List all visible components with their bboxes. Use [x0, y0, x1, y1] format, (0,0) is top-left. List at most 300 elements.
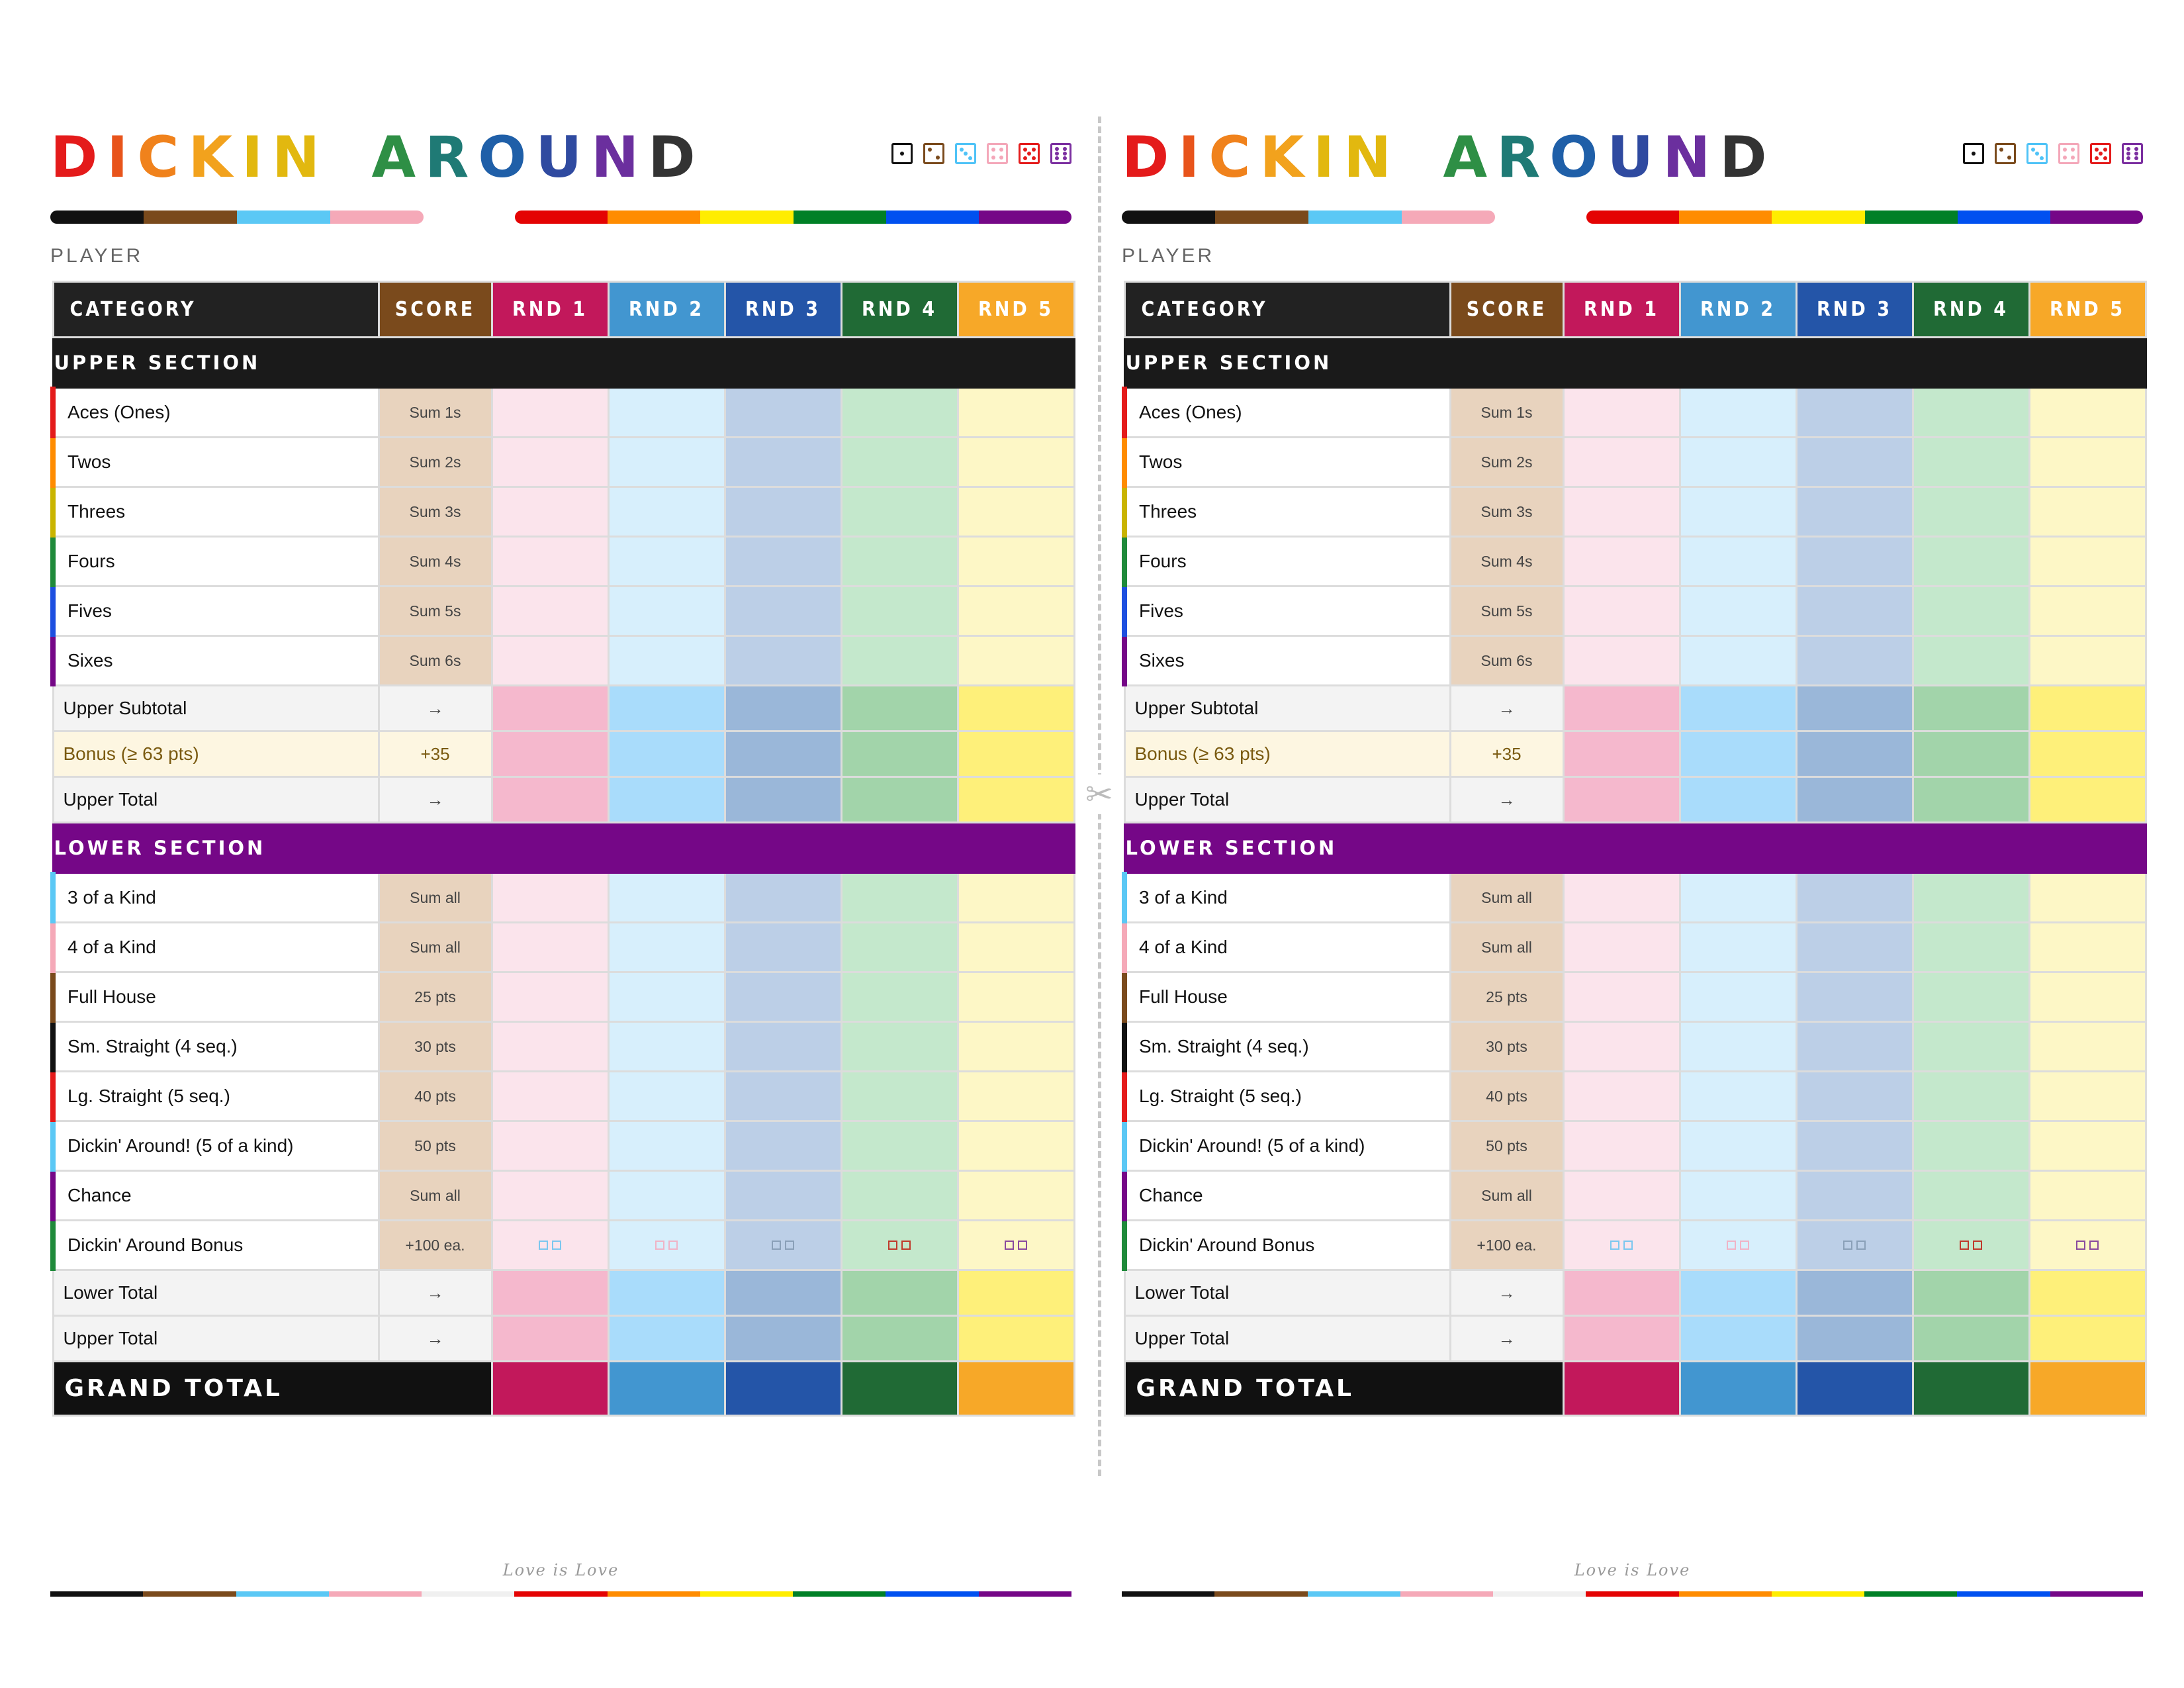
bonus-checkbox[interactable]: [901, 1241, 911, 1250]
category-scoring-rule: Sum 4s: [379, 537, 492, 586]
round-4-score-cell[interactable]: [1913, 487, 2029, 537]
category-name: Twos: [1124, 438, 1450, 487]
lower-section-row: [53, 823, 1074, 873]
round-5-score-cell[interactable]: [958, 487, 1074, 537]
round-5-score-cell[interactable]: [958, 873, 1074, 923]
round-3-total-cell[interactable]: [725, 731, 841, 777]
round-3-total-cell[interactable]: [725, 1316, 841, 1362]
round-3-total-cell[interactable]: [725, 777, 841, 823]
stripe-segment: [50, 211, 144, 224]
grand-total-cell[interactable]: [1796, 1362, 1913, 1416]
round-1-score-cell[interactable]: [492, 972, 608, 1022]
category-scoring-rule: 25 pts: [1450, 972, 1563, 1022]
stripe-segment: [514, 1591, 607, 1597]
round-5-score-cell[interactable]: [958, 972, 1074, 1022]
round-5-total-cell[interactable]: [958, 1316, 1074, 1362]
round-1-total-cell[interactable]: [1563, 731, 1680, 777]
bonus-checkbox[interactable]: [552, 1241, 561, 1250]
round-2-score-cell[interactable]: [608, 1171, 725, 1221]
bonus-checkbox[interactable]: [1005, 1241, 1014, 1250]
round-1-score-cell[interactable]: [1563, 487, 1680, 537]
category-scoring-rule: Sum 6s: [1450, 636, 1563, 686]
stripe-segment: [1957, 1591, 2050, 1597]
round-4-score-cell[interactable]: [1913, 1221, 2029, 1270]
round-5-score-cell[interactable]: [958, 1022, 1074, 1072]
summary-label: Upper Total: [1124, 777, 1450, 823]
round-5-score-cell[interactable]: [958, 388, 1074, 438]
round-3-total-cell[interactable]: [1796, 777, 1913, 823]
die-pip: [1972, 152, 1976, 156]
bonus-checkboxes[interactable]: [959, 1241, 1073, 1250]
round-5-total-cell[interactable]: [2029, 731, 2146, 777]
round-5-score-cell[interactable]: [2029, 438, 2146, 487]
round-4-score-cell[interactable]: [841, 1022, 958, 1072]
round-4-total-cell[interactable]: [1913, 686, 2029, 731]
round-5-score-cell[interactable]: [958, 438, 1074, 487]
round-5-score-cell[interactable]: [2029, 388, 2146, 438]
round-4-total-cell[interactable]: [841, 1270, 958, 1316]
bonus-checkbox[interactable]: [1856, 1241, 1866, 1250]
bonus-checkbox[interactable]: [2089, 1241, 2099, 1250]
summary-row: [53, 1316, 1074, 1362]
score-table: [50, 281, 1075, 1417]
round-4-score-cell[interactable]: [841, 438, 958, 487]
grand-total-cell[interactable]: [2029, 1362, 2146, 1416]
round-3-score-cell[interactable]: [725, 873, 841, 923]
bonus-checkbox[interactable]: [655, 1241, 664, 1250]
round-3-score-cell[interactable]: [1796, 1072, 1913, 1121]
round-4-score-cell[interactable]: [1913, 1022, 2029, 1072]
title-letter: I: [1178, 124, 1209, 191]
round-2-score-cell[interactable]: [608, 873, 725, 923]
round-3-score-cell[interactable]: [1796, 388, 1913, 438]
round-3-score-cell[interactable]: [725, 438, 841, 487]
round-3-score-cell[interactable]: [725, 487, 841, 537]
round-2-score-cell[interactable]: [1680, 1221, 1796, 1270]
round-4-score-cell[interactable]: [841, 1171, 958, 1221]
die-pip: [2126, 147, 2130, 151]
bonus-checkboxes[interactable]: [493, 1241, 608, 1250]
round-1-score-cell[interactable]: [1563, 1022, 1680, 1072]
round-1-score-cell[interactable]: [1563, 1171, 1680, 1221]
round-2-score-cell[interactable]: [608, 636, 725, 686]
flag-stripe-left: [1122, 211, 1495, 224]
round-1-score-cell[interactable]: [1563, 1221, 1680, 1270]
round-1-total-cell[interactable]: [492, 731, 608, 777]
summary-rule: →: [1450, 777, 1563, 823]
round-4-total-cell[interactable]: [1913, 1316, 2029, 1362]
round-5-score-cell[interactable]: [2029, 923, 2146, 972]
round-2-score-cell[interactable]: [608, 537, 725, 586]
round-5-score-cell[interactable]: [958, 586, 1074, 636]
round-2-total-cell[interactable]: [1680, 1316, 1796, 1362]
round-2-score-cell[interactable]: [1680, 1171, 1796, 1221]
round-3-score-cell[interactable]: [1796, 1171, 1913, 1221]
summary-label: Upper Subtotal: [53, 686, 379, 731]
round-1-score-cell[interactable]: [492, 1171, 608, 1221]
round-2-total-cell[interactable]: [608, 1270, 725, 1316]
bonus-checkbox[interactable]: [539, 1241, 548, 1250]
round-2-score-cell[interactable]: [1680, 923, 1796, 972]
round-1-score-cell[interactable]: [1563, 923, 1680, 972]
round-2-total-cell[interactable]: [608, 686, 725, 731]
round-1-score-cell[interactable]: [492, 923, 608, 972]
round-1-total-cell[interactable]: [1563, 686, 1680, 731]
round-5-score-cell[interactable]: [958, 636, 1074, 686]
round-3-score-cell[interactable]: [1796, 487, 1913, 537]
round-4-score-cell[interactable]: [841, 1121, 958, 1171]
round-2-score-cell[interactable]: [608, 388, 725, 438]
round-1-score-cell[interactable]: [1563, 1072, 1680, 1121]
round-1-score-cell[interactable]: [492, 873, 608, 923]
stripe-segment: [2050, 211, 2143, 224]
round-3-total-cell[interactable]: [1796, 1316, 1913, 1362]
round-1-score-cell[interactable]: [492, 1072, 608, 1121]
round-4-score-cell[interactable]: [841, 636, 958, 686]
round-3-score-cell[interactable]: [725, 388, 841, 438]
round-2-total-cell[interactable]: [1680, 731, 1796, 777]
round-5-total-cell[interactable]: [2029, 686, 2146, 731]
round-3-total-cell[interactable]: [725, 686, 841, 731]
round-1-score-cell[interactable]: [1563, 537, 1680, 586]
round-3-score-cell[interactable]: [725, 636, 841, 686]
round-5-score-cell[interactable]: [2029, 1221, 2146, 1270]
round-3-total-cell[interactable]: [1796, 731, 1913, 777]
round-4-score-cell[interactable]: [1913, 438, 2029, 487]
round-3-score-cell[interactable]: [725, 1022, 841, 1072]
round-2-score-cell[interactable]: [608, 1121, 725, 1171]
round-1-total-cell[interactable]: [492, 1316, 608, 1362]
round-2-total-cell[interactable]: [1680, 1270, 1796, 1316]
round-5-score-cell[interactable]: [2029, 1121, 2146, 1171]
grand-total-cell[interactable]: [1563, 1362, 1680, 1416]
round-2-score-cell[interactable]: [608, 1072, 725, 1121]
bonus-checkbox[interactable]: [1623, 1241, 1633, 1250]
round-1-score-cell[interactable]: [492, 1221, 608, 1270]
round-2-total-cell[interactable]: [608, 777, 725, 823]
category-scoring-rule: +100 ea.: [379, 1221, 492, 1270]
round-1-total-cell[interactable]: [1563, 1316, 1680, 1362]
round-5-total-cell[interactable]: [958, 1270, 1074, 1316]
die-pip: [2103, 148, 2107, 152]
stripe-segment: [1308, 1591, 1400, 1597]
round-3-score-cell[interactable]: [1796, 873, 1913, 923]
category-row: [1124, 972, 2146, 1022]
round-4-score-cell[interactable]: [1913, 873, 2029, 923]
round-5-score-cell[interactable]: [2029, 873, 2146, 923]
round-2-score-cell[interactable]: [608, 923, 725, 972]
round-4-total-cell[interactable]: [841, 731, 958, 777]
bonus-checkboxes[interactable]: [1797, 1241, 1912, 1250]
round-4-total-cell[interactable]: [1913, 1270, 2029, 1316]
die-2-icon: [1995, 143, 2016, 164]
stripe-segment: [979, 211, 1071, 224]
bonus-checkbox[interactable]: [1610, 1241, 1619, 1250]
grand-total-cell[interactable]: [492, 1362, 608, 1416]
round-5-score-cell[interactable]: [2029, 487, 2146, 537]
summary-rule: →: [1450, 1270, 1563, 1316]
bonus-checkbox[interactable]: [1740, 1241, 1749, 1250]
grand-total-cell[interactable]: [1680, 1362, 1796, 1416]
round-2-score-cell[interactable]: [1680, 1072, 1796, 1121]
round-5-total-cell[interactable]: [958, 777, 1074, 823]
round-3-score-cell[interactable]: [725, 923, 841, 972]
category-row: [53, 636, 1074, 686]
round-4-score-cell[interactable]: [841, 923, 958, 972]
round-2-score-cell[interactable]: [608, 1221, 725, 1270]
round-4-score-cell[interactable]: [1913, 1171, 2029, 1221]
round-3-score-cell[interactable]: [725, 1171, 841, 1221]
round-2-score-cell[interactable]: [1680, 438, 1796, 487]
round-3-score-cell[interactable]: [1796, 438, 1913, 487]
stripe-segment: [608, 211, 700, 224]
round-5-score-cell[interactable]: [958, 923, 1074, 972]
round-3-score-cell[interactable]: [725, 537, 841, 586]
round-1-score-cell[interactable]: [1563, 972, 1680, 1022]
round-1-total-cell[interactable]: [1563, 1270, 1680, 1316]
round-2-header: RND 2: [1680, 282, 1796, 338]
round-5-total-cell[interactable]: [958, 731, 1074, 777]
round-3-score-cell[interactable]: [1796, 1022, 1913, 1072]
bonus-checkboxes[interactable]: [610, 1241, 724, 1250]
round-4-score-cell[interactable]: [1913, 586, 2029, 636]
round-2-score-cell[interactable]: [608, 487, 725, 537]
grand-total-cell[interactable]: [958, 1362, 1074, 1416]
round-2-total-cell[interactable]: [1680, 686, 1796, 731]
round-3-score-cell[interactable]: [1796, 537, 1913, 586]
round-2-score-cell[interactable]: [1680, 586, 1796, 636]
die-pip: [2103, 156, 2107, 160]
round-1-score-cell[interactable]: [1563, 586, 1680, 636]
round-5-total-cell[interactable]: [2029, 777, 2146, 823]
round-2-score-cell[interactable]: [1680, 487, 1796, 537]
bonus-checkbox[interactable]: [2076, 1241, 2085, 1250]
stripe-segment: [1865, 211, 1958, 224]
grand-total-cell[interactable]: [841, 1362, 958, 1416]
title-letter: C: [1208, 124, 1260, 191]
round-3-total-cell[interactable]: [725, 1270, 841, 1316]
round-3-score-cell[interactable]: [1796, 636, 1913, 686]
die-pip: [2035, 152, 2039, 156]
round-3-total-cell[interactable]: [1796, 1270, 1913, 1316]
die-pip: [2071, 156, 2075, 160]
round-2-score-cell[interactable]: [1680, 1022, 1796, 1072]
round-4-score-cell[interactable]: [841, 873, 958, 923]
category-scoring-rule: Sum 4s: [1450, 537, 1563, 586]
round-4-score-cell[interactable]: [841, 586, 958, 636]
stripe-segment: [700, 1591, 793, 1597]
round-2-score-cell[interactable]: [608, 438, 725, 487]
bonus-checkboxes[interactable]: [1914, 1241, 2028, 1250]
round-1-score-cell[interactable]: [1563, 1121, 1680, 1171]
round-5-score-cell[interactable]: [958, 1171, 1074, 1221]
round-5-score-cell[interactable]: [2029, 972, 2146, 1022]
title-letter: N: [1662, 124, 1720, 191]
category-scoring-rule: Sum 5s: [1450, 586, 1563, 636]
die-pip: [1063, 156, 1067, 160]
die-pip: [2031, 148, 2035, 152]
round-4-score-cell[interactable]: [841, 1072, 958, 1121]
bonus-checkbox[interactable]: [1018, 1241, 1027, 1250]
round-2-score-cell[interactable]: [608, 586, 725, 636]
round-1-score-cell[interactable]: [1563, 636, 1680, 686]
grand-total-cell[interactable]: [608, 1362, 725, 1416]
stripe-segment: [1493, 1591, 1586, 1597]
stripe-segment: [979, 1591, 1071, 1597]
round-5-score-cell[interactable]: [2029, 586, 2146, 636]
round-1-score-cell[interactable]: [492, 1022, 608, 1072]
round-1-score-cell[interactable]: [492, 537, 608, 586]
round-4-total-cell[interactable]: [1913, 731, 2029, 777]
bonus-checkboxes[interactable]: [726, 1241, 841, 1250]
round-1-score-cell[interactable]: [492, 388, 608, 438]
round-5-score-cell[interactable]: [2029, 1022, 2146, 1072]
round-3-score-cell[interactable]: [1796, 1121, 1913, 1171]
round-3-score-cell[interactable]: [725, 972, 841, 1022]
round-1-score-cell[interactable]: [1563, 873, 1680, 923]
round-1-score-cell[interactable]: [492, 586, 608, 636]
round-1-total-cell[interactable]: [1563, 777, 1680, 823]
round-1-score-cell[interactable]: [492, 636, 608, 686]
round-4-score-cell[interactable]: [1913, 636, 2029, 686]
round-3-score-cell[interactable]: [1796, 972, 1913, 1022]
die-pip: [900, 152, 904, 156]
round-2-score-cell[interactable]: [1680, 873, 1796, 923]
round-3-score-cell[interactable]: [725, 1072, 841, 1121]
category-name: Threes: [53, 487, 379, 537]
bonus-checkboxes[interactable]: [1681, 1241, 1796, 1250]
die-pip: [1027, 152, 1031, 156]
round-4-score-cell[interactable]: [841, 537, 958, 586]
bonus-checkbox[interactable]: [888, 1241, 897, 1250]
round-4-score-cell[interactable]: [841, 388, 958, 438]
title-letter: R: [1496, 124, 1550, 191]
summary-rule: →: [379, 777, 492, 823]
round-3-score-cell[interactable]: [1796, 586, 1913, 636]
round-2-score-cell[interactable]: [608, 1022, 725, 1072]
bonus-checkbox[interactable]: [1727, 1241, 1736, 1250]
category-scoring-rule: 40 pts: [379, 1072, 492, 1121]
category-row: [1124, 1171, 2146, 1221]
round-5-score-cell[interactable]: [2029, 1072, 2146, 1121]
round-2-score-cell[interactable]: [1680, 636, 1796, 686]
category-scoring-rule: Sum all: [1450, 873, 1563, 923]
grand-total-cell[interactable]: [1913, 1362, 2029, 1416]
bonus-checkboxes[interactable]: [2030, 1241, 2145, 1250]
bonus-checkbox[interactable]: [1973, 1241, 1982, 1250]
category-scoring-rule: Sum all: [379, 1171, 492, 1221]
round-5-score-cell[interactable]: [2029, 636, 2146, 686]
round-1-score-cell[interactable]: [1563, 438, 1680, 487]
round-4-score-cell[interactable]: [1913, 923, 2029, 972]
round-5-total-cell[interactable]: [2029, 1270, 2146, 1316]
bonus-checkbox[interactable]: [1960, 1241, 1969, 1250]
round-4-total-cell[interactable]: [841, 1316, 958, 1362]
stripe-segment: [1400, 1591, 1493, 1597]
round-2-score-cell[interactable]: [1680, 1121, 1796, 1171]
summary-label: Bonus (≥ 63 pts): [53, 731, 379, 777]
die-pip: [999, 148, 1003, 152]
die-pip: [1063, 147, 1067, 151]
round-4-total-cell[interactable]: [841, 777, 958, 823]
round-1-total-cell[interactable]: [492, 686, 608, 731]
round-3-score-cell[interactable]: [1796, 1221, 1913, 1270]
round-4-score-cell[interactable]: [841, 1221, 958, 1270]
category-scoring-rule: 30 pts: [379, 1022, 492, 1072]
round-2-score-cell[interactable]: [1680, 972, 1796, 1022]
round-3-score-cell[interactable]: [1796, 923, 1913, 972]
score-table: [1122, 281, 2147, 1417]
round-5-score-cell[interactable]: [2029, 537, 2146, 586]
round-2-score-cell[interactable]: [1680, 537, 1796, 586]
round-5-score-cell[interactable]: [958, 1121, 1074, 1171]
category-row: [53, 1072, 1074, 1121]
round-2-total-cell[interactable]: [608, 731, 725, 777]
round-4-score-cell[interactable]: [841, 972, 958, 1022]
round-3-score-cell[interactable]: [725, 1221, 841, 1270]
round-4-total-cell[interactable]: [841, 686, 958, 731]
round-2-total-cell[interactable]: [1680, 777, 1796, 823]
dice-icons: [1963, 143, 2143, 167]
round-3-total-cell[interactable]: [1796, 686, 1913, 731]
die-pip: [964, 152, 968, 156]
title-letter: D: [648, 124, 705, 191]
game-title: [1122, 126, 1776, 189]
round-4-score-cell[interactable]: [1913, 972, 2029, 1022]
die-3-icon: [955, 143, 976, 164]
bonus-checkboxes[interactable]: [842, 1241, 957, 1250]
summary-label: Bonus (≥ 63 pts): [1124, 731, 1450, 777]
round-1-score-cell[interactable]: [492, 438, 608, 487]
round-5-score-cell[interactable]: [2029, 1171, 2146, 1221]
round-1-score-cell[interactable]: [492, 1121, 608, 1171]
category-row: [1124, 873, 2146, 923]
round-2-score-cell[interactable]: [1680, 388, 1796, 438]
player-label: PLAYER: [50, 245, 144, 267]
round-5-score-cell[interactable]: [958, 537, 1074, 586]
bonus-checkbox[interactable]: [668, 1241, 678, 1250]
round-5-score-cell[interactable]: [958, 1072, 1074, 1121]
round-3-score-cell[interactable]: [725, 1121, 841, 1171]
bonus-checkboxes[interactable]: [1565, 1241, 1679, 1250]
round-4-score-cell[interactable]: [1913, 537, 2029, 586]
round-5-score-cell[interactable]: [958, 1221, 1074, 1270]
round-1-total-cell[interactable]: [492, 1270, 608, 1316]
die-pip: [2007, 156, 2011, 160]
round-1-score-cell[interactable]: [492, 487, 608, 537]
bonus-checkbox[interactable]: [785, 1241, 794, 1250]
round-2-score-cell[interactable]: [608, 972, 725, 1022]
round-5-total-cell[interactable]: [2029, 1316, 2146, 1362]
grand-total-cell[interactable]: [725, 1362, 841, 1416]
round-4-score-cell[interactable]: [1913, 1072, 2029, 1121]
round-2-total-cell[interactable]: [608, 1316, 725, 1362]
summary-rule: →: [379, 1270, 492, 1316]
category-row: [1124, 537, 2146, 586]
summary-rule: +35: [379, 731, 492, 777]
round-1-score-cell[interactable]: [1563, 388, 1680, 438]
die-5-icon: [2090, 143, 2111, 164]
round-5-total-cell[interactable]: [958, 686, 1074, 731]
bonus-checkbox[interactable]: [772, 1241, 781, 1250]
round-4-score-cell[interactable]: [841, 487, 958, 537]
round-4-score-cell[interactable]: [1913, 1121, 2029, 1171]
bonus-checkbox[interactable]: [1843, 1241, 1852, 1250]
round-4-total-cell[interactable]: [1913, 777, 2029, 823]
round-1-total-cell[interactable]: [492, 777, 608, 823]
round-3-score-cell[interactable]: [725, 586, 841, 636]
round-4-score-cell[interactable]: [1913, 388, 2029, 438]
